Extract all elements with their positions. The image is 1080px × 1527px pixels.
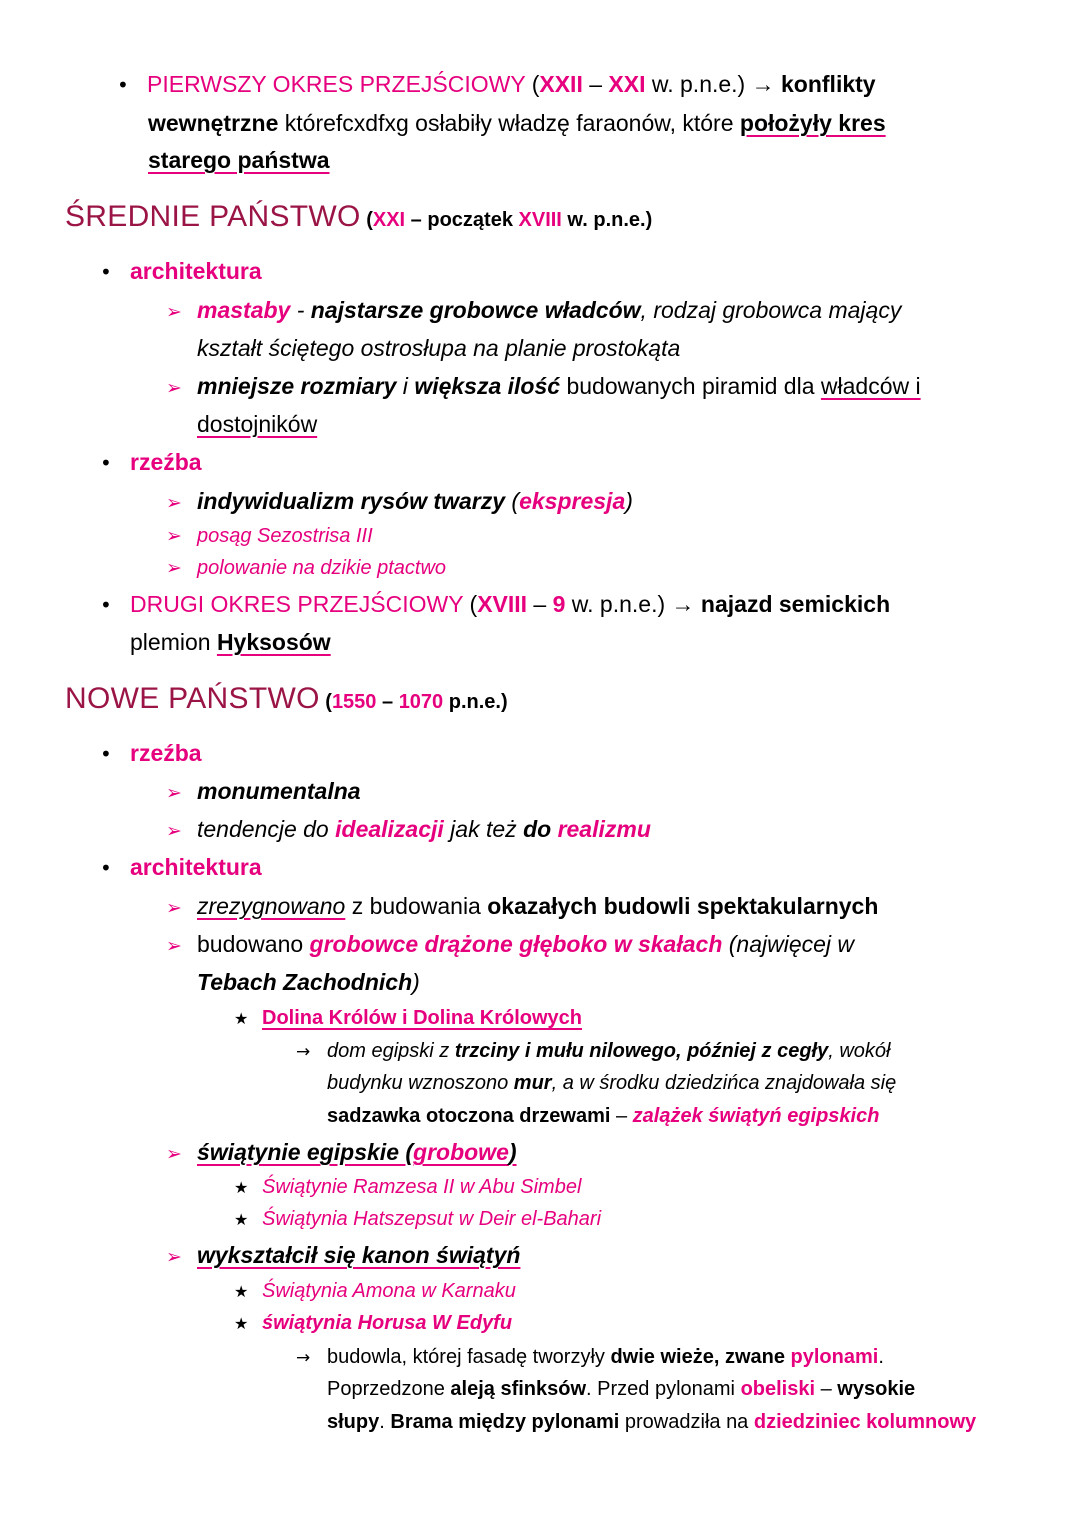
arrow-bullet-icon: ➢ bbox=[166, 1246, 182, 1268]
temples-item bbox=[166, 1138, 517, 1168]
abandoned-rest: z budowania bbox=[345, 893, 488, 919]
edfu-k: słupy bbox=[327, 1411, 380, 1433]
tombs-rest: (najwięcej w bbox=[722, 931, 855, 957]
edfu-g: . Przed pylonami bbox=[586, 1378, 741, 1400]
edfu-line-3 bbox=[327, 1410, 976, 1434]
edfu-f: aleją sfinksów bbox=[450, 1378, 587, 1400]
house-line-1 bbox=[296, 1039, 890, 1064]
right-arrow-icon: → bbox=[296, 1348, 311, 1368]
middle-kingdom-heading bbox=[65, 199, 652, 238]
edfu-o: dziedziniec kolumnowy bbox=[753, 1411, 977, 1433]
mastaby-bold: najstarsze grobowce władców bbox=[310, 297, 641, 323]
temple-list-item bbox=[234, 1279, 516, 1304]
pyramids-bold-b: większa ilość bbox=[414, 373, 561, 399]
period-1-cause-a: konflikty bbox=[781, 71, 876, 97]
period-2-people: Hyksosów bbox=[216, 629, 331, 655]
period-2-open: ( bbox=[463, 591, 478, 617]
period-2-effect: najazd semickich bbox=[700, 591, 891, 617]
bullet-icon: • bbox=[100, 260, 112, 284]
period-2-dash: – bbox=[527, 591, 553, 617]
tombs-place: Tebach Zachodnich bbox=[197, 969, 413, 995]
bullet-icon: • bbox=[100, 451, 112, 475]
period-1-result-a: położyły kres bbox=[739, 110, 886, 136]
right-arrow-icon: → bbox=[296, 1042, 311, 1062]
bullet-icon: • bbox=[100, 742, 112, 766]
period-1-line-2 bbox=[148, 109, 886, 137]
sculpture-work: polowanie na dzikie ptactwo bbox=[197, 557, 447, 579]
pyramids-underline-b: dostojników bbox=[197, 411, 318, 437]
edfu-l: . bbox=[379, 1411, 391, 1433]
nk-architecture-label: architektura bbox=[130, 854, 262, 880]
nk-sculpture-item bbox=[100, 739, 202, 768]
period-2-text: plemion bbox=[130, 629, 217, 655]
abandoned-bold: okazałych budowli spektakularnych bbox=[487, 893, 879, 919]
period-2-line bbox=[100, 590, 890, 619]
mastaby-cont: kształt ściętego ostrosłupa na planie prostokąta bbox=[197, 335, 681, 361]
mastaby-continuation bbox=[197, 334, 680, 362]
nk-open: ( bbox=[319, 691, 332, 713]
house-b: trzciny i mułu nilowego, później z cegły bbox=[454, 1040, 829, 1062]
edfu-c: pylonami bbox=[790, 1346, 879, 1368]
temple-name: świątynia Horusa W Edyfu bbox=[262, 1312, 513, 1334]
middle-kingdom-dates bbox=[361, 209, 653, 231]
edfu-e: Poprzedzone bbox=[327, 1378, 451, 1400]
period-2-close: w. p.n.e.) → bbox=[565, 591, 701, 617]
realism: realizmu bbox=[557, 816, 651, 842]
sculpture-work-item bbox=[166, 524, 373, 548]
nk-from: 1550 bbox=[331, 691, 377, 713]
arrow-bullet-icon: ➢ bbox=[166, 492, 182, 514]
edfu-m: Brama między pylonami bbox=[390, 1411, 620, 1433]
period-2-line-2 bbox=[130, 628, 331, 656]
valley-text: Dolina Królów i Dolina Królowych bbox=[262, 1007, 583, 1029]
house-line-2 bbox=[327, 1071, 896, 1095]
individualism-bold: indywidualizm rysów twarzy bbox=[197, 488, 506, 514]
canon-text: wykształcił się kanon świątyń bbox=[197, 1242, 521, 1268]
temple-list-item bbox=[234, 1207, 601, 1232]
pyramids-continuation bbox=[197, 410, 317, 438]
sculpture-work-item bbox=[166, 556, 446, 580]
star-icon: ★ bbox=[234, 1314, 249, 1333]
edfu-h: obeliski bbox=[740, 1378, 816, 1400]
tendencies-item bbox=[166, 815, 651, 845]
edfu-i: – bbox=[815, 1378, 838, 1400]
period-1-line-3 bbox=[148, 146, 330, 174]
house-g: sadzawka otoczona drzewami bbox=[327, 1105, 611, 1127]
mastaby-sep: - bbox=[290, 297, 311, 323]
period-1-result-b: starego państwa bbox=[148, 147, 330, 173]
new-kingdom-heading bbox=[65, 681, 508, 720]
mastaby-rest: , rodzaj grobowca mający bbox=[640, 297, 902, 323]
temple-name: Świątynie Ramzesa II w Abu Simbel bbox=[262, 1176, 582, 1198]
temples-c: ) bbox=[508, 1139, 517, 1165]
mastaby-term: mastaby bbox=[197, 297, 291, 323]
edfu-line-1 bbox=[296, 1345, 884, 1370]
edfu-d: . bbox=[878, 1346, 884, 1368]
arrow-bullet-icon: ➢ bbox=[166, 897, 182, 919]
arrow-bullet-icon: ➢ bbox=[166, 935, 182, 957]
temple-name: Świątynia Amona w Karnaku bbox=[262, 1280, 516, 1302]
new-kingdom-title: NOWE PAŃSTWO bbox=[65, 682, 320, 715]
house-line-3 bbox=[327, 1104, 879, 1128]
period-1-dash: – bbox=[582, 71, 609, 97]
mk-to: XVIII bbox=[518, 209, 562, 231]
temple-list-item bbox=[234, 1175, 581, 1200]
middle-kingdom-title: ŚREDNIE PAŃSTWO bbox=[65, 200, 361, 233]
bullet-icon: • bbox=[100, 856, 112, 880]
edfu-a: budowla, której fasadę tworzyły bbox=[327, 1346, 611, 1368]
nk-to: 1070 bbox=[398, 691, 444, 713]
star-icon: ★ bbox=[234, 1178, 249, 1197]
arrow-bullet-icon: ➢ bbox=[166, 525, 182, 547]
period-1-text: którefcxdfxg osłabiły władzę faraonów, które bbox=[278, 110, 740, 136]
individualism-close: ) bbox=[625, 488, 633, 514]
arrow-bullet-icon: ➢ bbox=[166, 377, 182, 399]
edfu-b: dwie wieże, zwane bbox=[610, 1346, 791, 1368]
temple-name: Świątynia Hatszepsut w Deir el-Bahari bbox=[262, 1208, 602, 1230]
edfu-n: prowadziła na bbox=[619, 1411, 754, 1433]
house-i: zalążek świątyń egipskich bbox=[632, 1105, 880, 1127]
nk-dash: – bbox=[376, 691, 399, 713]
tombs-close: ) bbox=[412, 969, 420, 995]
tombs-text: budowano bbox=[197, 931, 310, 957]
house-c: , wokół bbox=[828, 1040, 891, 1062]
period-1-cause-b: wewnętrzne bbox=[148, 110, 279, 136]
pyramids-underline-a: władców i bbox=[820, 373, 921, 399]
mk-sculpture-label: rzeźba bbox=[130, 449, 202, 475]
arrow-bullet-icon: ➢ bbox=[166, 820, 182, 842]
house-e: mur bbox=[513, 1072, 552, 1094]
period-1-from: XXII bbox=[539, 71, 583, 97]
nk-close: p.n.e.) bbox=[443, 691, 508, 713]
pyramids-bold-a: mniejsze rozmiary bbox=[197, 373, 397, 399]
tendencies-c: do bbox=[523, 816, 558, 842]
idealization: idealizacji bbox=[335, 816, 444, 842]
edfu-line-2 bbox=[327, 1377, 915, 1401]
mk-close: w. p.n.e.) bbox=[561, 209, 653, 231]
tombs-item bbox=[166, 930, 854, 960]
star-icon: ★ bbox=[234, 1282, 249, 1301]
edfu-j: wysokie bbox=[837, 1378, 916, 1400]
arrow-bullet-icon: ➢ bbox=[166, 1143, 182, 1165]
arrow-bullet-icon: ➢ bbox=[166, 301, 182, 323]
temples-a: świątynie egipskie ( bbox=[197, 1139, 414, 1165]
tombs-continuation bbox=[197, 968, 420, 996]
house-f: , a w środku dziedzińca znajdowała się bbox=[551, 1072, 897, 1094]
house-d: budynku wznoszono bbox=[327, 1072, 514, 1094]
period-2-to: 9 bbox=[552, 591, 566, 617]
valley-item bbox=[234, 1006, 582, 1031]
monumental-text: monumentalna bbox=[197, 778, 361, 804]
mk-architecture-label: architektura bbox=[130, 258, 262, 284]
mk-dash: – bbox=[405, 209, 428, 231]
star-icon: ★ bbox=[234, 1210, 249, 1229]
mk-from: XXI bbox=[372, 209, 406, 231]
tombs-term: grobowce drążone głęboko w skałach bbox=[309, 931, 723, 957]
period-2-from: XVIII bbox=[477, 591, 528, 617]
individualism-item bbox=[166, 487, 633, 517]
period-1-title: PIERWSZY OKRES PRZEJŚCIOWY bbox=[147, 71, 526, 97]
tendencies-b: jak też bbox=[443, 816, 524, 842]
mk-label: początek bbox=[427, 209, 519, 231]
pyramids-rest: budowanych piramid dla bbox=[560, 373, 821, 399]
mk-architecture-item bbox=[100, 257, 262, 286]
abandoned-underline: zrezygnowano bbox=[197, 893, 346, 919]
period-2-title: DRUGI OKRES PRZEJŚCIOWY bbox=[130, 591, 464, 617]
tendencies-a: tendencje do bbox=[197, 816, 336, 842]
new-kingdom-dates bbox=[320, 691, 508, 713]
star-icon: ★ bbox=[234, 1009, 249, 1028]
house-a: dom egipski z bbox=[327, 1040, 455, 1062]
monumental-item bbox=[166, 777, 361, 807]
individualism-open: ( bbox=[505, 488, 520, 514]
nk-architecture-item bbox=[100, 853, 262, 882]
canon-item bbox=[166, 1241, 520, 1271]
abandoned-item bbox=[166, 892, 878, 922]
temples-b: grobowe bbox=[413, 1139, 509, 1165]
arrow-bullet-icon: ➢ bbox=[166, 782, 182, 804]
period-1-close: w. p.n.e.) → bbox=[645, 71, 781, 97]
nk-sculpture-label: rzeźba bbox=[130, 740, 202, 766]
bullet-icon: • bbox=[100, 593, 112, 617]
mastaby-item bbox=[166, 296, 901, 326]
mk-sculpture-item bbox=[100, 448, 202, 477]
period-1-to: XXI bbox=[608, 71, 646, 97]
mk-open: ( bbox=[360, 209, 373, 231]
sculpture-work: posąg Sezostrisa III bbox=[197, 525, 373, 547]
individualism-term: ekspresja bbox=[519, 488, 626, 514]
house-h: – bbox=[610, 1105, 633, 1127]
period-1-open: ( bbox=[525, 71, 540, 97]
period-1-line bbox=[117, 70, 876, 99]
pyramids-mid: i bbox=[396, 373, 415, 399]
arrow-bullet-icon: ➢ bbox=[166, 557, 182, 579]
bullet-icon: • bbox=[117, 73, 129, 97]
temple-list-item bbox=[234, 1311, 512, 1336]
pyramids-item bbox=[166, 372, 921, 402]
